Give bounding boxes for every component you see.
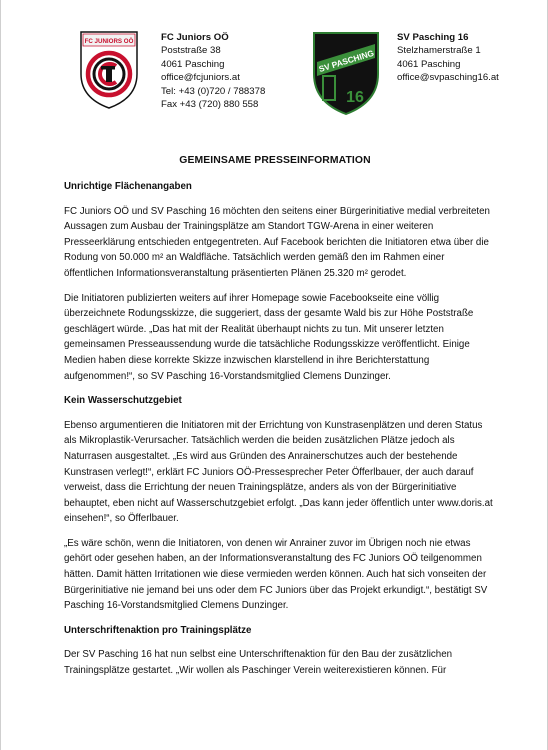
fc-juniors-street: Poststraße 38 <box>161 45 221 57</box>
sv-pasching-city: 4061 Pasching <box>397 58 461 70</box>
paragraph: Die Initiatoren publizierten weiters auf ihrer Homepage sowie Facebookseite eine völlig überzeichnete Rodungsskizze, die suggeriert, dass der gesamte Wald bis zur Höhe Poststraße geschlägert würde. „Das hat mit der Realität überhaupt nichts zu tun. Mit unserer letzten gemeinsamen Presseaussendung wurde die tatsächliche Rodungsskizze veröffentlicht. Einige Medien haben diese korrekte Skizze inzwischen klarstellend in ihre Berichterstattung aufgenommen!“, so SV Pasching 16-Vorstandsmitglied Clemens Dunzinger. <box>64 292 474 382</box>
fc-juniors-email[interactable]: office@fcjuniors.at <box>161 72 240 84</box>
fc-juniors-logo <box>77 30 141 110</box>
fc-juniors-phone: Tel: +43 (0)720 / 788378 <box>161 85 266 97</box>
fc-juniors-name: FC Juniors OÖ <box>161 32 229 43</box>
paragraph: Ebenso argumentieren die Initiatoren mit der Errichtung von Kunstrasenplätzen und deren Status als Mikroplastik-Verursacher. Tatsächlich werden die beiden zusätzlichen Plätze jedoch als Naturrasen ausgestaltet. „Es wird aus Gründen des Anrainerschutzes auch der bestehende Kunstrasen verlegt!“, erklärt FC Juniors OÖ-Pressesprecher Peter Öfferlbauer, der auch darauf verweist, dass die Errichtung der neuen Trainingsplätze, anders als von der Bürgerinitiative behauptet, eben nicht auf Wasserschutzgebiet erfolgt. „Das kann jeder öffentlich unter www.doris.at einsehen!“, so Öfferlbauer. <box>64 419 493 525</box>
paragraph: Der SV Pasching 16 hat nun selbst eine Unterschriftenaktion für den Bau der zusätzlichen Trainingsplätze gestartet. „Wir wollen als Paschinger Verein weiterexistieren können. Für <box>64 649 453 677</box>
fc-juniors-address-block <box>161 31 265 111</box>
paragraph: „Es wäre schön, wenn die Initiatoren, von denen wir Anrainer zuvor im Übrigen noch nie etwas gehört oder gesehen haben, an der Informationsveranstaltung des FC Juniors OÖ teilgenommen hätten. Damit hätten Irritationen wie diese vermieden werden können. Auch hat sich vonseiten der Bürgerinitiative nie jemand bei uns oder dem FC Juniors über das Projekt erkundigt.“, bestätigt SV Pasching 16-Vorstandsmitglied Clemens Dunzinger. <box>64 537 488 612</box>
document-body <box>64 179 496 688</box>
sv-pasching-logo-number: 16 <box>346 89 364 106</box>
paragraph: FC Juniors OÖ und SV Pasching 16 möchten den seitens einer Bürgerinitiative medial verbreiteten Aussagen zum Ausbau der Trainingsplätze am Standort TGW-Arena in einer weiteren Presseerklärung entschieden entgegentreten. Auf Facebook berichten die Initiatoren etwa über die Rodung von 50.000 m² an Waldfläche. Tatsächlich werden gemäß den im Rahmen einer öffentlichen Informationsveranstaltung präsentierten Plänen 25.320 m² gerodet. <box>64 205 490 279</box>
section-heading: Unterschriftenaktion pro Trainingsplätze <box>64 624 252 636</box>
sv-pasching-name: SV Pasching 16 <box>397 32 469 43</box>
sv-pasching-address-block <box>397 31 499 85</box>
sv-pasching-street: Stelzhamerstraße 1 <box>397 45 481 57</box>
section-heading: Unrichtige Flächenangaben <box>64 181 192 192</box>
section-heading: Kein Wasserschutzgebiet <box>64 395 182 407</box>
fc-juniors-city: 4061 Pasching <box>161 58 225 70</box>
sv-pasching-logo-text: SV PASCHING <box>317 47 376 75</box>
sv-pasching-logo <box>311 30 381 116</box>
fc-juniors-logo-text: FC JUNIORS OÖ <box>84 38 134 46</box>
document-title: GEMEINSAME PRESSEINFORMATION <box>179 155 371 166</box>
sv-pasching-email[interactable]: office@svpasching16.at <box>397 72 499 84</box>
fc-juniors-fax: Fax +43 (720) 880 558 <box>161 99 259 111</box>
